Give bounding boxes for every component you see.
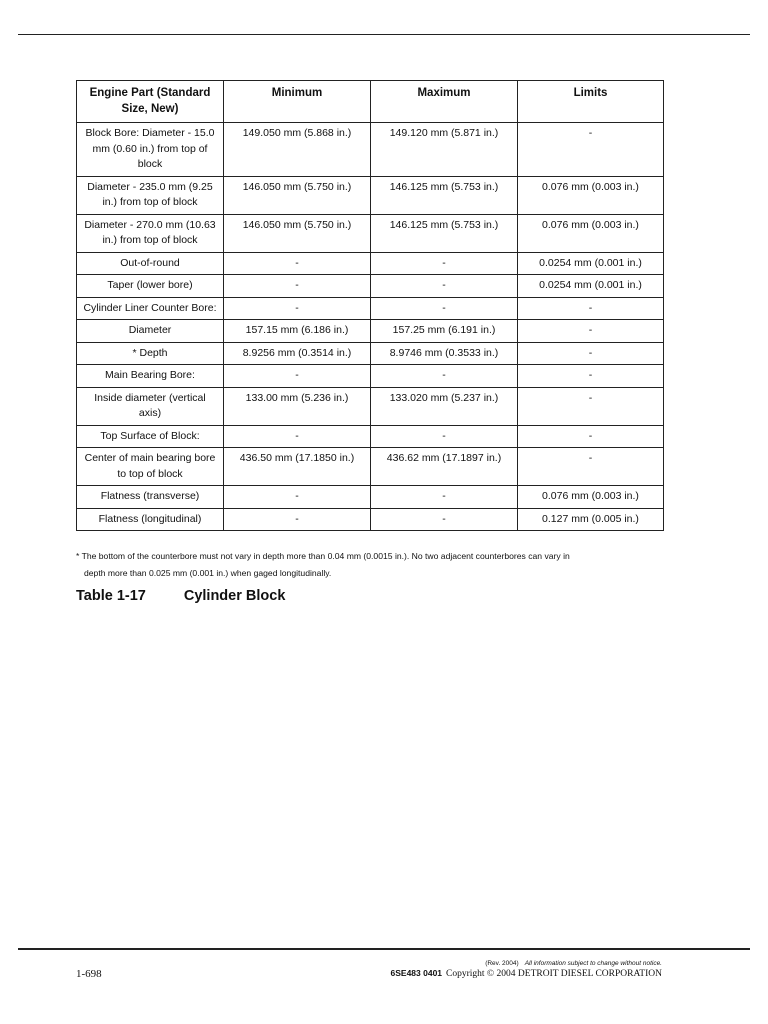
cell-limits: - (518, 448, 664, 486)
table-row (77, 275, 664, 298)
cell-limits: - (518, 342, 664, 365)
table-footnote (76, 548, 676, 582)
cell-minimum: - (224, 508, 371, 531)
copyright-text: Copyright © 2004 DETROIT DIESEL CORPORATION (446, 969, 662, 979)
cylinder-block-spec-table (76, 80, 664, 531)
table-row (77, 320, 664, 343)
cell-limits: - (518, 387, 664, 425)
cell-part: * Depth (77, 342, 224, 365)
cell-maximum: 436.62 mm (17.1897 in.) (371, 448, 518, 486)
table-row (77, 365, 664, 388)
table-row (77, 214, 664, 252)
cell-part: Flatness (longitudinal) (77, 508, 224, 531)
cell-maximum: - (371, 275, 518, 298)
cell-minimum: 146.050 mm (5.750 in.) (224, 214, 371, 252)
table-row (77, 486, 664, 509)
cell-maximum: - (371, 365, 518, 388)
revision-notice (485, 960, 662, 967)
table-title: Cylinder Block (183, 588, 286, 604)
cell-limits: 0.0254 mm (0.001 in.) (518, 275, 664, 298)
cell-part: Top Surface of Block: (77, 425, 224, 448)
cell-minimum: 146.050 mm (5.750 in.) (224, 176, 371, 214)
table-header-row (77, 81, 664, 123)
cell-minimum: 133.00 mm (5.236 in.) (224, 387, 371, 425)
header-minimum: Minimum (224, 81, 371, 123)
cell-maximum: - (371, 508, 518, 531)
cell-part: Diameter - 235.0 mm (9.25 in.) from top of block (77, 176, 224, 214)
cell-part: Center of main bearing bore to top of block (77, 448, 224, 486)
cell-part: Inside diameter (vertical axis) (77, 387, 224, 425)
cell-minimum: - (224, 425, 371, 448)
cell-limits: 0.076 mm (0.003 in.) (518, 214, 664, 252)
table-row (77, 425, 664, 448)
cell-part: Diameter (77, 320, 224, 343)
cell-part: Taper (lower bore) (77, 275, 224, 298)
table-row (77, 508, 664, 531)
cell-minimum: - (224, 252, 371, 275)
change-notice: All information subject to change without notice. (524, 960, 662, 967)
cell-part: Main Bearing Bore: (77, 365, 224, 388)
cell-limits: - (518, 320, 664, 343)
table-row (77, 176, 664, 214)
table-row (77, 448, 664, 486)
cell-minimum: - (224, 297, 371, 320)
cell-minimum: - (224, 275, 371, 298)
header-engine-part: Engine Part (Standard Size, New) (77, 81, 224, 123)
bottom-rule (18, 948, 750, 950)
document-code: 6SE483 0401 (390, 968, 443, 978)
table-number: Table 1-17 (76, 588, 146, 604)
header-maximum: Maximum (371, 81, 518, 123)
top-rule (18, 34, 750, 35)
cell-part: Out-of-round (77, 252, 224, 275)
cell-minimum: 157.15 mm (6.186 in.) (224, 320, 371, 343)
cell-maximum: - (371, 252, 518, 275)
cell-maximum: 146.125 mm (5.753 in.) (371, 176, 518, 214)
cell-minimum: - (224, 486, 371, 509)
table-caption (76, 588, 285, 604)
cell-maximum: 146.125 mm (5.753 in.) (371, 214, 518, 252)
table-row (77, 342, 664, 365)
cell-part: Diameter - 270.0 mm (10.63 in.) from top of block (77, 214, 224, 252)
cell-part: Flatness (transverse) (77, 486, 224, 509)
footnote-line-1: * The bottom of the counterbore must not vary in depth more than 0.04 mm (0.0015 in.). No two adjacent counterbores can vary in (76, 551, 570, 561)
header-limits: Limits (518, 81, 664, 123)
cell-limits: - (518, 365, 664, 388)
page-number: 1-698 (76, 968, 102, 980)
cell-maximum: 133.020 mm (5.237 in.) (371, 387, 518, 425)
cell-minimum: - (224, 365, 371, 388)
cell-minimum: 436.50 mm (17.1850 in.) (224, 448, 371, 486)
cell-limits: 0.076 mm (0.003 in.) (518, 176, 664, 214)
cell-minimum: 149.050 mm (5.868 in.) (224, 123, 371, 177)
table-row (77, 123, 664, 177)
cell-maximum: - (371, 486, 518, 509)
cell-part: Block Bore: Diameter - 15.0 mm (0.60 in.) from top of block (77, 123, 224, 177)
cell-limits: - (518, 297, 664, 320)
cell-limits: 0.0254 mm (0.001 in.) (518, 252, 664, 275)
cell-limits: - (518, 425, 664, 448)
copyright-line (391, 968, 663, 979)
cell-maximum: 149.120 mm (5.871 in.) (371, 123, 518, 177)
cell-minimum: 8.9256 mm (0.3514 in.) (224, 342, 371, 365)
cell-limits: 0.127 mm (0.005 in.) (518, 508, 664, 531)
cell-maximum: - (371, 425, 518, 448)
revision-label: (Rev. 2004) (485, 960, 519, 967)
cell-maximum: 157.25 mm (6.191 in.) (371, 320, 518, 343)
cell-limits: - (518, 123, 664, 177)
table-row (77, 297, 664, 320)
cell-maximum: 8.9746 mm (0.3533 in.) (371, 342, 518, 365)
table-row (77, 252, 664, 275)
table-row (77, 387, 664, 425)
cell-limits: 0.076 mm (0.003 in.) (518, 486, 664, 509)
footnote-line-2: depth more than 0.025 mm (0.001 in.) when gaged longitudinally. (84, 568, 332, 578)
cell-maximum: - (371, 297, 518, 320)
cell-part: Cylinder Liner Counter Bore: (77, 297, 224, 320)
